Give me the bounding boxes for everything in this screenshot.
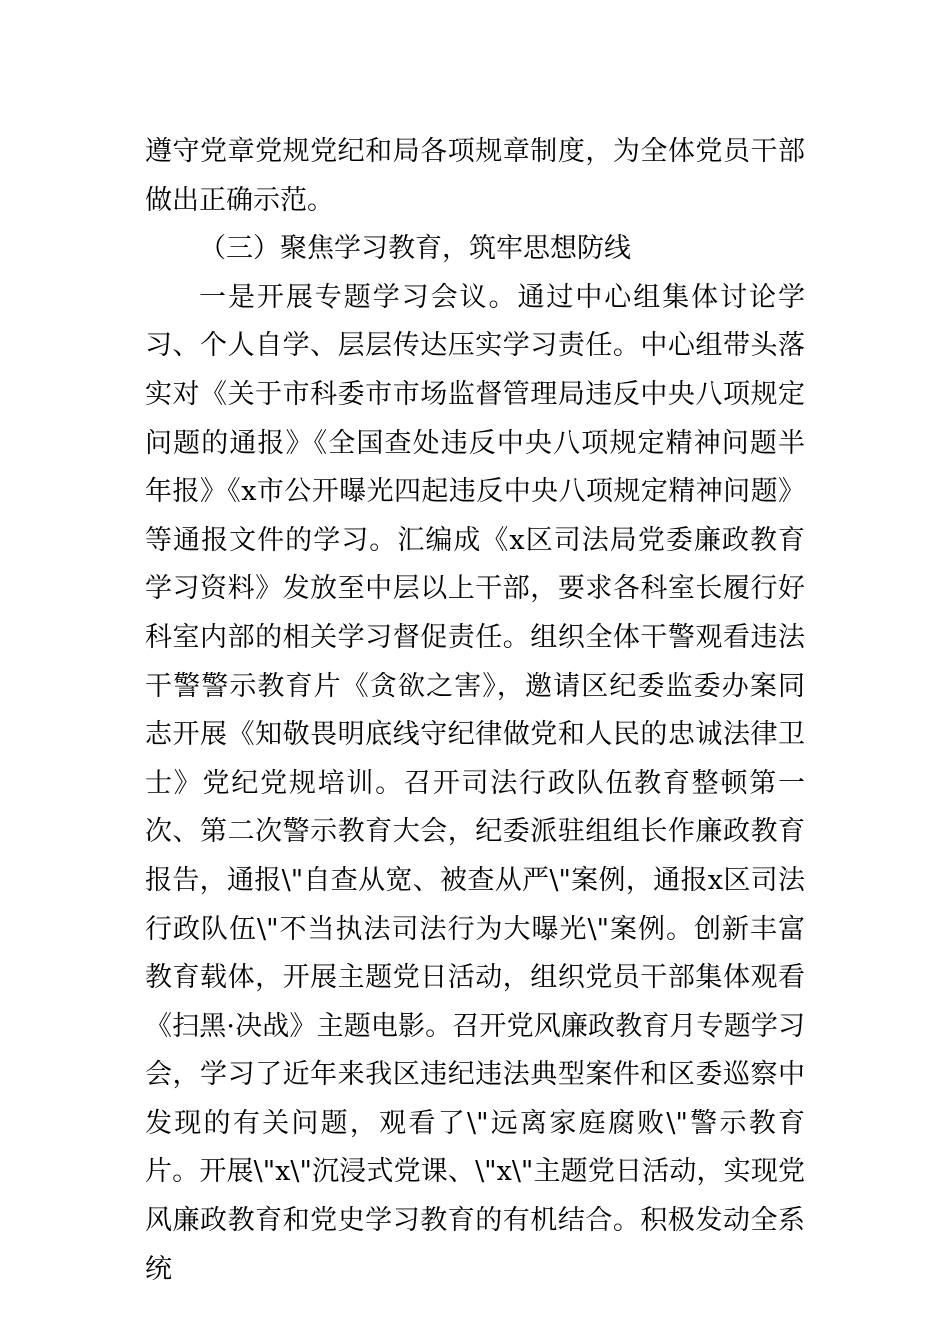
document-body	[145, 128, 805, 1294]
continuation-paragraph: 遵守党章党规党纪和局各项规章制度，为全体党员干部做出正确示范。	[145, 136, 805, 216]
section-heading: （三）聚焦学习教育，筑牢思想防线	[199, 233, 631, 265]
body-paragraph: 一是开展专题学习会议。通过中心组集体讨论学习、个人自学、层层传达压实学习责任。中心组带头落实对《关于市科委市市场监督管理局违反中央八项规定问题的通报》《全国查处违反中央八项规定精神问题半年报》《x市公开曝光四起违反中央八项规定精神问题》等通报文件的学习。汇编成《x区司法局党委廉政教育学习资料》发放至中层以上干部，要求各科室长履行好科室内部的相关学习督促责任。组织全体干警观看违法干警警示教育片《贪欲之害》，邀请区纪委监委办案同志开展《知敬畏明底线守纪律做党和人民的忠诚法律卫士》党纪党规培训。召开司法行政队伍教育整顿第一次、第二次警示教育大会，纪委派驻组组长作廉政教育报告，通报\"自查从宽、被查从严\"案例，通报x区司法行政队伍\"不当执法司法行为大曝光\"案例。创新丰富教育载体，开展主题党日活动，组织党员干部集体观看《扫黑·决战》主题电影。召开党风廉政教育月专题学习会，学习了近年来我区违纪违法典型案件和区委巡察中发现的有关问题，观看了\"远离家庭腐败\"警示教育片。开展\"x\"沉浸式党课、\"x\"主题党日活动，实现党风廉政教育和党史学习教育的有机结合。积极发动全系统	[145, 281, 805, 1285]
